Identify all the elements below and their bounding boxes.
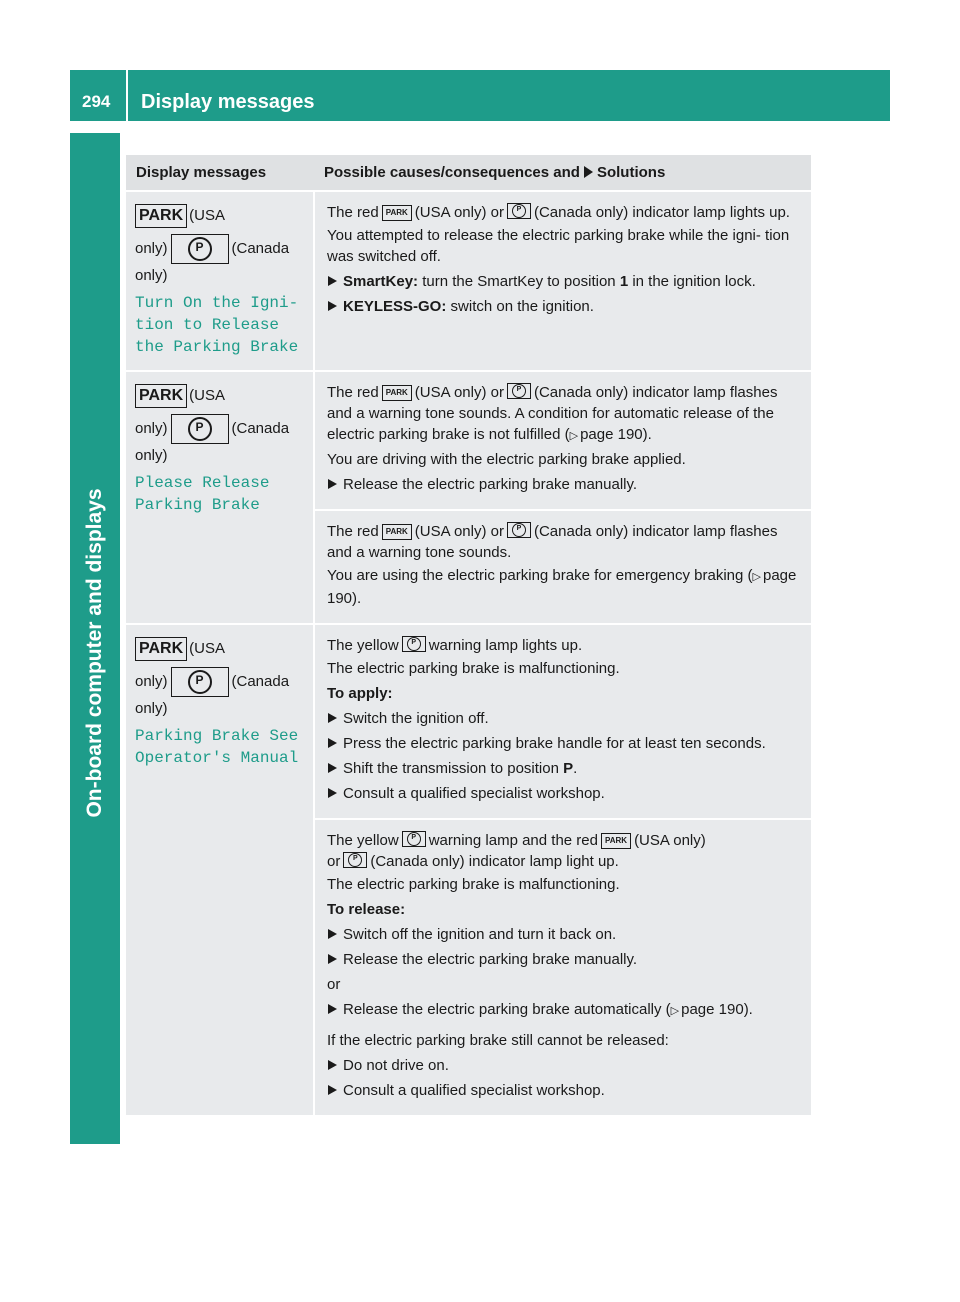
column-header-display-messages: Display messages xyxy=(126,155,314,191)
parking-brake-icon xyxy=(171,414,229,444)
display-message-cell: PARK (USA only)P (Canada only) Turn On the Igni‐ tion to Release the Parking Brake xyxy=(126,191,314,371)
display-text: Parking Brake See Operator's Manual xyxy=(135,727,299,768)
list-item: SmartKey: turn the SmartKey to position 1 in the ignition lock. xyxy=(327,271,802,292)
parking-brake-icon xyxy=(171,667,229,697)
page-reference-icon: ▷ xyxy=(569,430,579,443)
causes-cell: The red PARK (USA only) orP (Canada only) indicator lamp flashes and a warning tone sounds. A condition for automatic release of the electric parking brake is not fulfilled (▷ page 190). You are driving with the electric parking brake applied. Release the electric parking brake manually. xyxy=(314,371,811,510)
column-header-causes: Possible causes/consequences and Solutions xyxy=(314,155,811,191)
list-item: Consult a qualified specialist workshop. xyxy=(327,1080,802,1101)
table-row xyxy=(126,624,811,819)
header-divider xyxy=(126,70,128,121)
park-icon: PARK xyxy=(135,204,187,228)
list-item: Press the electric parking brake handle for at least ten seconds. xyxy=(327,733,802,754)
parking-brake-icon xyxy=(171,234,229,264)
display-messages-table xyxy=(126,155,811,1117)
list-item: Consult a qualified specialist workshop. xyxy=(327,783,802,804)
display-message-cell: PARK (USA only)P (Canada only) Please Release Parking Brake xyxy=(126,371,314,624)
list-item: Switch off the ignition and turn it back on. xyxy=(327,924,802,945)
list-item: Switch the ignition off. xyxy=(327,708,802,729)
parking-brake-icon xyxy=(507,203,531,219)
park-icon: PARK xyxy=(135,637,187,661)
park-icon: PARK xyxy=(135,384,187,408)
parking-brake-icon xyxy=(402,636,426,652)
park-icon: PARK xyxy=(382,385,412,401)
page-title: Display messages xyxy=(141,91,315,113)
park-icon: PARK xyxy=(382,205,412,221)
causes-cell: The yellowP warning lamp and the red PARK (USA only) orP (Canada only) indicator lamp light up. The electric parking brake is malfunctioning. To release: Switch off the ignition and turn it back on. Release the electric parking brake manually. or Release the electric parking brake automatically (▷ page 190). If the electric parking brake still cannot be released: Do not drive on. Consult a qualified specialist workshop. xyxy=(314,819,811,1116)
page-link[interactable]: page 190). xyxy=(681,1001,753,1019)
list-item: Release the electric parking brake manually. xyxy=(327,949,802,970)
table-row xyxy=(126,191,811,371)
section-heading: To release: xyxy=(327,901,406,919)
parking-brake-icon xyxy=(507,522,531,538)
page-reference-icon: ▷ xyxy=(752,571,761,584)
list-item: KEYLESS-GO: switch on the ignition. xyxy=(327,296,802,317)
page-link[interactable]: page 190). xyxy=(327,567,797,608)
display-text: Turn On the Igni‐ tion to Release the Parking Brake xyxy=(135,294,299,357)
display-text: Please Release Parking Brake xyxy=(135,474,270,515)
side-tab-label: On-board computer and displays xyxy=(83,488,106,818)
parking-brake-icon xyxy=(343,852,367,868)
section-heading: To apply: xyxy=(327,685,393,703)
parking-brake-icon xyxy=(507,383,531,399)
side-tab-label-wrap xyxy=(70,133,120,1173)
park-icon: PARK xyxy=(382,524,412,540)
page-reference-icon: ▷ xyxy=(670,1005,680,1018)
table-row xyxy=(126,371,811,510)
arrow-right-icon xyxy=(584,166,593,178)
list-item: Shift the transmission to position P. xyxy=(327,758,802,779)
causes-cell: The yellowP warning lamp lights up. The electric parking brake is malfunctioning. To apply: Switch the ignition off. Press the electric parking brake handle for at least ten seconds. Shift the transmission to position P. Consult a qualified specialist workshop. xyxy=(314,624,811,819)
page-link[interactable]: page 190). xyxy=(580,426,652,444)
causes-cell: The red PARK (USA only) orP (Canada only) indicator lamp lights up. You attempted to release the electric parking brake while the igni‐ tion was switched off. SmartKey: turn the SmartKey to position 1 in the ignition lock. KEYLESS-GO: switch on the ignition. xyxy=(314,191,811,371)
side-tab-marker xyxy=(70,1144,120,1174)
list-item: Do not drive on. xyxy=(327,1055,802,1076)
causes-cell: The red PARK (USA only) orP (Canada only) indicator lamp flashes and a warning tone sounds. You are using the electric parking brake for emergency braking (▷ page 190). xyxy=(314,510,811,624)
list-item: Release the electric parking brake manually. xyxy=(327,474,802,495)
page-number: 294 xyxy=(82,92,111,111)
parking-brake-icon xyxy=(402,831,426,847)
display-message-cell: PARK (USA only)P (Canada only) Parking Brake See Operator's Manual xyxy=(126,624,314,1116)
list-item: Release the electric parking brake automatically (▷ page 190). xyxy=(327,999,802,1022)
park-icon: PARK xyxy=(601,833,631,849)
table-header-row xyxy=(126,155,811,191)
or-text: or xyxy=(327,976,341,994)
